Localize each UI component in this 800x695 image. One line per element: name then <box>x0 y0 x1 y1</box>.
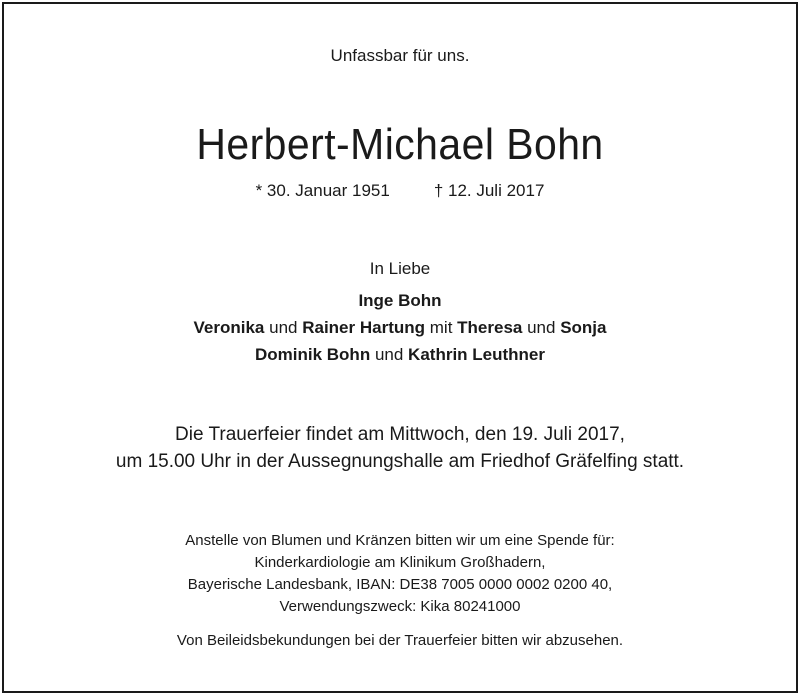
mourner-line-1 <box>0 291 800 311</box>
mourner-name: Veronika <box>193 318 265 337</box>
mourner-line-2 <box>0 318 800 338</box>
connector-word: und <box>527 318 556 337</box>
ceremony-line-1: Die Trauerfeier findet am Mittwoch, den 19. Juli 2017, <box>175 424 625 445</box>
donation-line-3: Bayerische Landesbank, IBAN: DE38 7005 0000 0002 0200 40, <box>187 576 613 593</box>
deceased-name: Herbert-Michael Bohn <box>196 120 604 169</box>
connector-word: und <box>374 345 404 364</box>
mourner-name: Inge Bohn <box>358 291 442 310</box>
donation-line-2: Kinderkardiologie am Klinikum Großhadern, <box>254 554 546 571</box>
donation-line-4: Verwendungszweck: Kika 80241000 <box>279 598 521 615</box>
ceremony-line-2: um 15.00 Uhr in der Aussegnungshalle am Friedhof Gräfelfing statt. <box>115 451 685 472</box>
mourners-heading: In Liebe <box>369 259 431 278</box>
connector-word: und <box>269 318 298 337</box>
donation-line-1: Anstelle von Blumen und Kränzen bitten wir um eine Spende für: <box>185 532 615 549</box>
mourner-name: Dominik Bohn <box>254 345 371 364</box>
birth-date: * 30. Januar 1951 <box>255 181 390 200</box>
mourner-name: Theresa <box>457 318 523 337</box>
mourner-name: Kathrin Leuthner <box>408 345 545 364</box>
mourner-name: Rainer Hartung <box>302 318 426 337</box>
connector-word: mit <box>429 318 453 337</box>
death-date: † 12. Juli 2017 <box>433 181 545 200</box>
closing-text: Von Beileidsbekundungen bei der Trauerfeier bitten wir abzusehen. <box>176 632 624 649</box>
mourner-name: Sonja <box>560 318 607 337</box>
life-dates <box>0 181 800 201</box>
mourner-line-3 <box>0 345 800 365</box>
intro-text: Unfassbar für uns. <box>330 46 470 65</box>
